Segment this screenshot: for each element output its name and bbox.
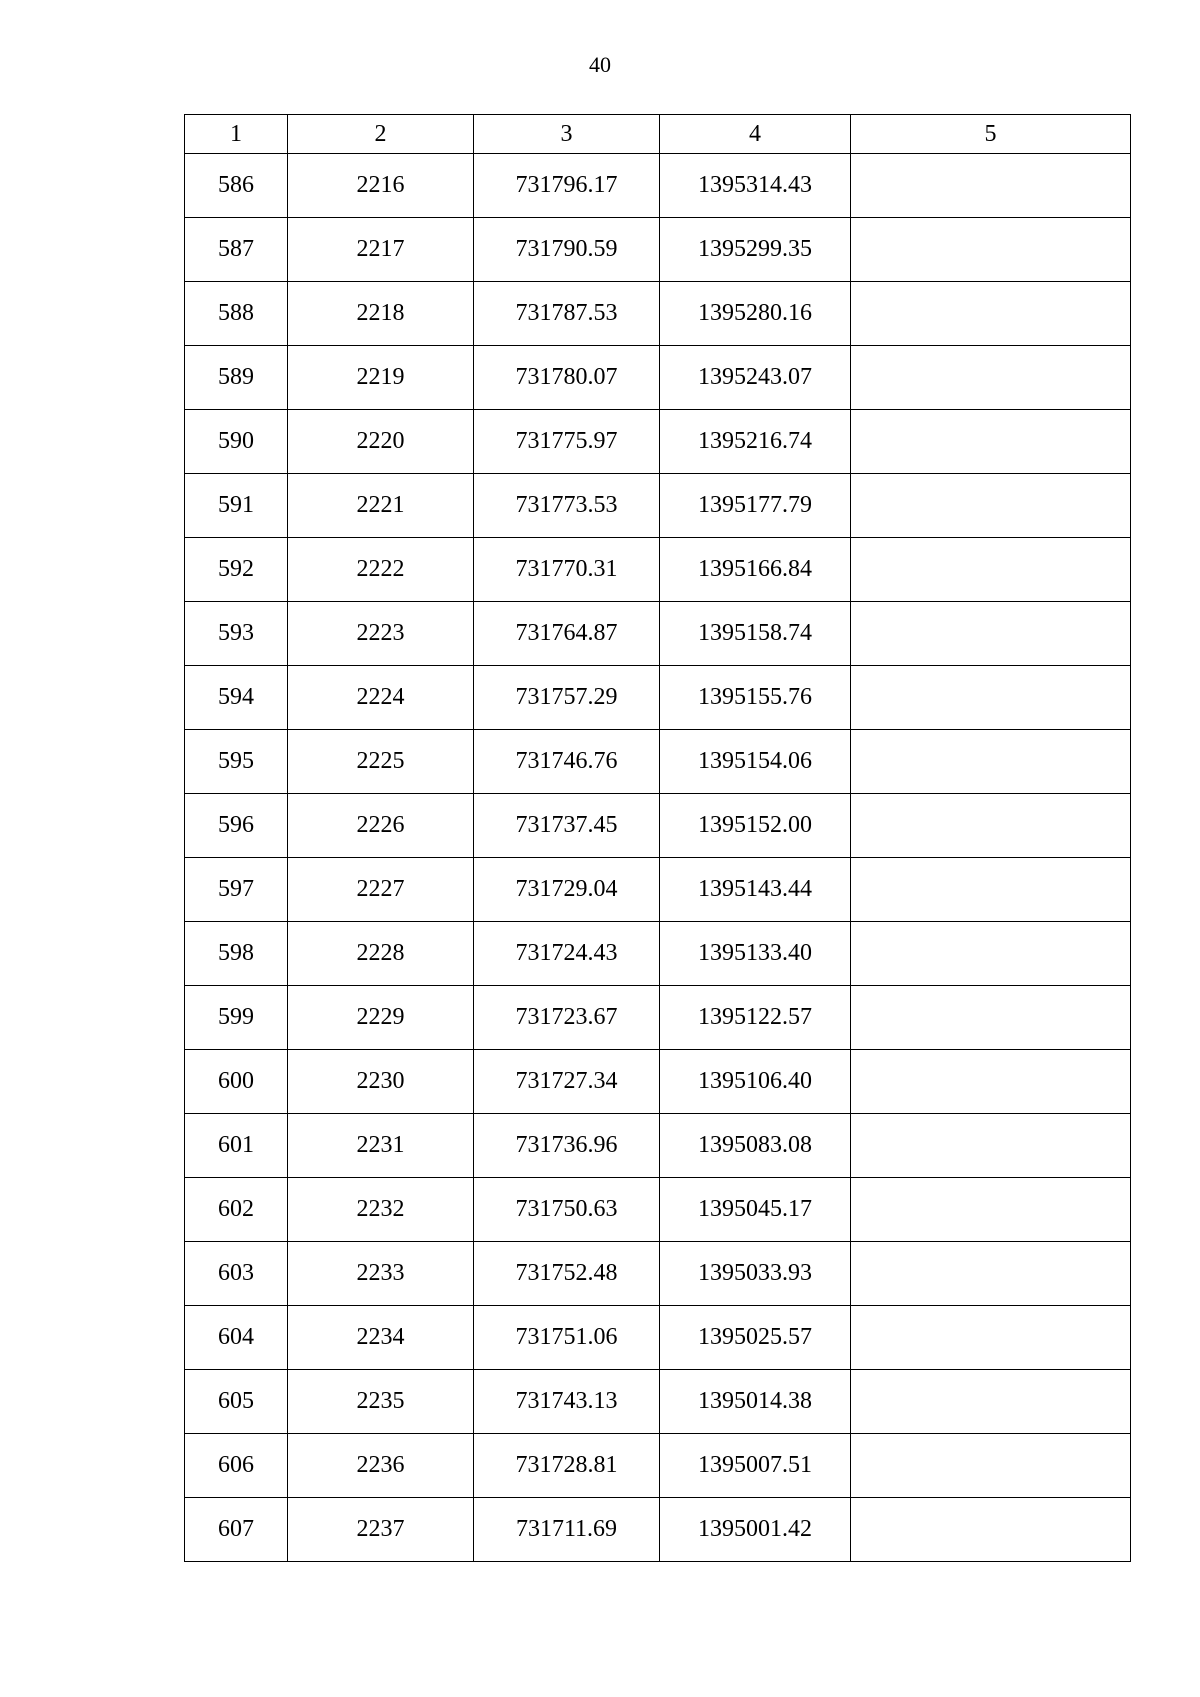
y-coordinate-cell: 1395299.35 [660, 218, 851, 282]
x-coordinate-cell: 731780.07 [474, 346, 660, 410]
y-coordinate-cell: 1395158.74 [660, 602, 851, 666]
x-coordinate-cell: 731790.59 [474, 218, 660, 282]
note-cell [851, 1114, 1131, 1178]
y-coordinate-cell: 1395166.84 [660, 538, 851, 602]
x-coordinate-cell: 731711.69 [474, 1498, 660, 1562]
note-cell [851, 602, 1131, 666]
y-coordinate-cell: 1395280.16 [660, 282, 851, 346]
point-number-cell: 2229 [288, 986, 474, 1050]
y-coordinate-cell: 1395033.93 [660, 1242, 851, 1306]
point-number-cell: 2222 [288, 538, 474, 602]
table-row [185, 474, 1131, 538]
y-coordinate-cell: 1395243.07 [660, 346, 851, 410]
table-row [185, 1434, 1131, 1498]
point-number-cell: 2233 [288, 1242, 474, 1306]
note-cell [851, 154, 1131, 218]
row-number-cell: 590 [185, 410, 288, 474]
row-number-cell: 600 [185, 1050, 288, 1114]
x-coordinate-cell: 731723.67 [474, 986, 660, 1050]
note-cell [851, 218, 1131, 282]
x-coordinate-cell: 731729.04 [474, 858, 660, 922]
column-header-5: 5 [851, 115, 1131, 154]
row-number-cell: 593 [185, 602, 288, 666]
table-row [185, 986, 1131, 1050]
y-coordinate-cell: 1395122.57 [660, 986, 851, 1050]
row-number-cell: 601 [185, 1114, 288, 1178]
table-row [185, 602, 1131, 666]
point-number-cell: 2220 [288, 410, 474, 474]
note-cell [851, 1434, 1131, 1498]
row-number-cell: 591 [185, 474, 288, 538]
point-number-cell: 2219 [288, 346, 474, 410]
x-coordinate-cell: 731743.13 [474, 1370, 660, 1434]
table-row [185, 922, 1131, 986]
note-cell [851, 410, 1131, 474]
note-cell [851, 538, 1131, 602]
point-number-cell: 2230 [288, 1050, 474, 1114]
row-number-cell: 607 [185, 1498, 288, 1562]
note-cell [851, 794, 1131, 858]
note-cell [851, 666, 1131, 730]
x-coordinate-cell: 731757.29 [474, 666, 660, 730]
point-number-cell: 2227 [288, 858, 474, 922]
point-number-cell: 2228 [288, 922, 474, 986]
y-coordinate-cell: 1395025.57 [660, 1306, 851, 1370]
x-coordinate-cell: 731775.97 [474, 410, 660, 474]
row-number-cell: 592 [185, 538, 288, 602]
point-number-cell: 2221 [288, 474, 474, 538]
table-row [185, 410, 1131, 474]
row-number-cell: 586 [185, 154, 288, 218]
row-number-cell: 599 [185, 986, 288, 1050]
x-coordinate-cell: 731764.87 [474, 602, 660, 666]
x-coordinate-cell: 731752.48 [474, 1242, 660, 1306]
y-coordinate-cell: 1395014.38 [660, 1370, 851, 1434]
x-coordinate-cell: 731736.96 [474, 1114, 660, 1178]
row-number-cell: 598 [185, 922, 288, 986]
y-coordinate-cell: 1395045.17 [660, 1178, 851, 1242]
table-row [185, 218, 1131, 282]
y-coordinate-cell: 1395314.43 [660, 154, 851, 218]
note-cell [851, 858, 1131, 922]
y-coordinate-cell: 1395177.79 [660, 474, 851, 538]
x-coordinate-cell: 731727.34 [474, 1050, 660, 1114]
table-row [185, 730, 1131, 794]
x-coordinate-cell: 731746.76 [474, 730, 660, 794]
table-row [185, 1306, 1131, 1370]
table-body [185, 154, 1131, 1562]
y-coordinate-cell: 1395152.00 [660, 794, 851, 858]
x-coordinate-cell: 731770.31 [474, 538, 660, 602]
table-row [185, 346, 1131, 410]
table-row [185, 858, 1131, 922]
point-number-cell: 2216 [288, 154, 474, 218]
row-number-cell: 594 [185, 666, 288, 730]
row-number-cell: 604 [185, 1306, 288, 1370]
note-cell [851, 1178, 1131, 1242]
note-cell [851, 1306, 1131, 1370]
coordinates-table [184, 114, 1131, 1562]
note-cell [851, 1370, 1131, 1434]
y-coordinate-cell: 1395143.44 [660, 858, 851, 922]
y-coordinate-cell: 1395001.42 [660, 1498, 851, 1562]
row-number-cell: 605 [185, 1370, 288, 1434]
note-cell [851, 1498, 1131, 1562]
point-number-cell: 2225 [288, 730, 474, 794]
y-coordinate-cell: 1395106.40 [660, 1050, 851, 1114]
column-header-1: 1 [185, 115, 288, 154]
x-coordinate-cell: 731751.06 [474, 1306, 660, 1370]
table-row [185, 794, 1131, 858]
point-number-cell: 2232 [288, 1178, 474, 1242]
row-number-cell: 602 [185, 1178, 288, 1242]
point-number-cell: 2226 [288, 794, 474, 858]
page-number: 40 [589, 52, 611, 77]
table-row [185, 1114, 1131, 1178]
table-row [185, 538, 1131, 602]
table-header-row [185, 115, 1131, 154]
note-cell [851, 282, 1131, 346]
note-cell [851, 346, 1131, 410]
table-row [185, 1242, 1131, 1306]
table-row [185, 1498, 1131, 1562]
y-coordinate-cell: 1395083.08 [660, 1114, 851, 1178]
point-number-cell: 2218 [288, 282, 474, 346]
y-coordinate-cell: 1395133.40 [660, 922, 851, 986]
table-row [185, 1050, 1131, 1114]
y-coordinate-cell: 1395007.51 [660, 1434, 851, 1498]
row-number-cell: 595 [185, 730, 288, 794]
point-number-cell: 2237 [288, 1498, 474, 1562]
y-coordinate-cell: 1395216.74 [660, 410, 851, 474]
note-cell [851, 1050, 1131, 1114]
point-number-cell: 2234 [288, 1306, 474, 1370]
table-row [185, 666, 1131, 730]
column-header-2: 2 [288, 115, 474, 154]
x-coordinate-cell: 731750.63 [474, 1178, 660, 1242]
table-row [185, 1178, 1131, 1242]
table-row [185, 282, 1131, 346]
x-coordinate-cell: 731737.45 [474, 794, 660, 858]
column-header-4: 4 [660, 115, 851, 154]
row-number-cell: 603 [185, 1242, 288, 1306]
row-number-cell: 606 [185, 1434, 288, 1498]
note-cell [851, 986, 1131, 1050]
point-number-cell: 2224 [288, 666, 474, 730]
point-number-cell: 2231 [288, 1114, 474, 1178]
y-coordinate-cell: 1395155.76 [660, 666, 851, 730]
row-number-cell: 597 [185, 858, 288, 922]
table-row [185, 1370, 1131, 1434]
point-number-cell: 2235 [288, 1370, 474, 1434]
point-number-cell: 2217 [288, 218, 474, 282]
point-number-cell: 2223 [288, 602, 474, 666]
row-number-cell: 596 [185, 794, 288, 858]
row-number-cell: 588 [185, 282, 288, 346]
y-coordinate-cell: 1395154.06 [660, 730, 851, 794]
row-number-cell: 587 [185, 218, 288, 282]
note-cell [851, 474, 1131, 538]
x-coordinate-cell: 731724.43 [474, 922, 660, 986]
column-header-3: 3 [474, 115, 660, 154]
row-number-cell: 589 [185, 346, 288, 410]
note-cell [851, 1242, 1131, 1306]
note-cell [851, 922, 1131, 986]
x-coordinate-cell: 731728.81 [474, 1434, 660, 1498]
point-number-cell: 2236 [288, 1434, 474, 1498]
note-cell [851, 730, 1131, 794]
table-row [185, 154, 1131, 218]
x-coordinate-cell: 731796.17 [474, 154, 660, 218]
x-coordinate-cell: 731773.53 [474, 474, 660, 538]
x-coordinate-cell: 731787.53 [474, 282, 660, 346]
